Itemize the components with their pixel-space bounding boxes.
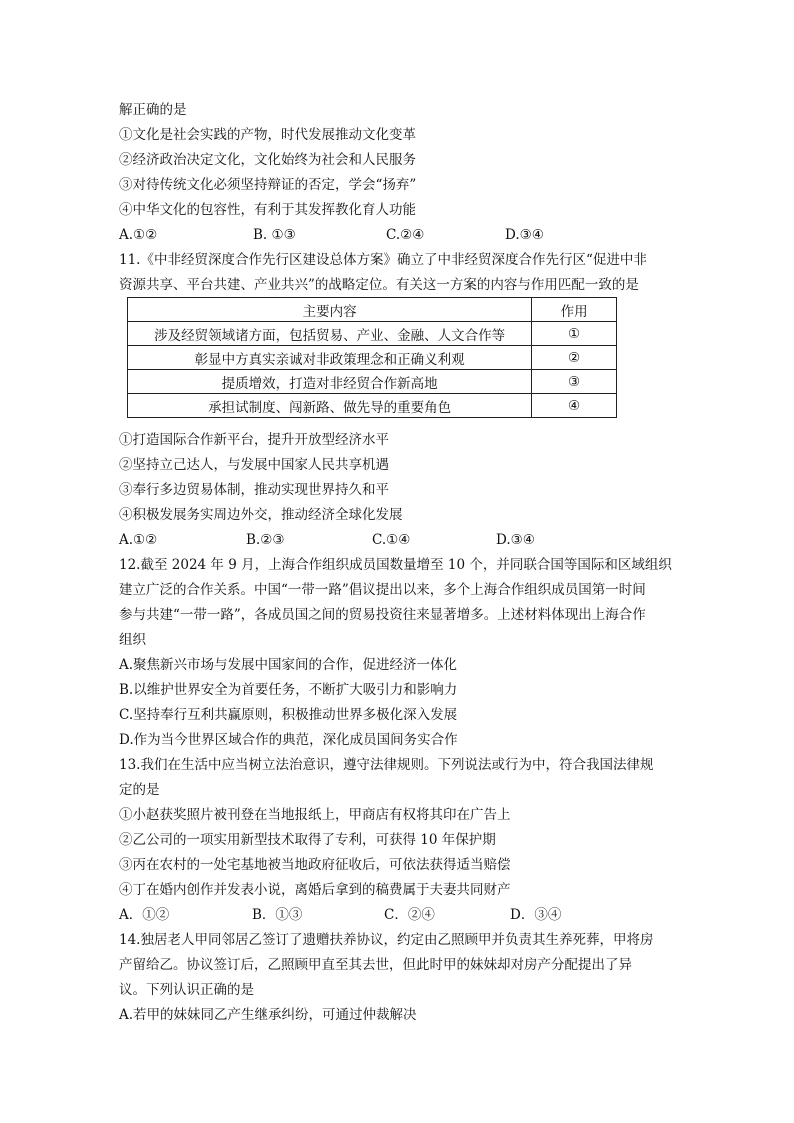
table-cell-role: ④ xyxy=(532,394,617,418)
q10-statement-3: ③对待传统文化必须坚持辩证的否定，学会“扬弃” xyxy=(119,177,417,193)
q10-option-a[interactable]: A.①② xyxy=(119,227,158,243)
table-row xyxy=(128,322,617,346)
q12-choice-c[interactable]: C.坚持奉行互利共赢原则，积极推动世界多极化深入发展 xyxy=(119,707,458,723)
q11-statement-2: ②坚持立己达人，与发展中国家人民共享机遇 xyxy=(119,457,389,473)
q13-option-d[interactable]: D．③④ xyxy=(510,907,562,923)
table-cell-content: 彰显中方真实亲诚对非政策理念和正确义利观 xyxy=(128,346,532,370)
q11-option-c[interactable]: C.①④ xyxy=(372,532,411,548)
q10-statement-1: ①文化是社会实践的产物，时代发展推动文化变革 xyxy=(119,127,416,143)
q14-stem-line-2: 产留给乙。协议签订后，乙照顾甲直至其去世，但此时甲的妹妹却对房产分配提出了异 xyxy=(119,957,632,973)
q13-stem-line-1: 13.我们在生活中应当树立法治意识，遵守法律规则。下列说法或行为中，符合我国法律规 xyxy=(119,757,654,773)
q13-statement-3: ③丙在农村的一处宅基地被当地政府征收后，可依法获得适当赔偿 xyxy=(119,857,511,873)
q10-statement-4: ④中华文化的包容性，有利于其发挥教化育人功能 xyxy=(119,202,416,218)
table-cell-role: ② xyxy=(532,346,617,370)
q13-option-a[interactable]: A．①② xyxy=(119,907,170,923)
q10-option-b[interactable]: B. ①③ xyxy=(253,227,296,243)
q10-option-c[interactable]: C.②④ xyxy=(386,227,425,243)
q13-option-c[interactable]: C．②④ xyxy=(384,907,435,923)
q11-option-b[interactable]: B.②③ xyxy=(246,532,285,548)
table-cell-content: 涉及经贸领域诸方面，包括贸易、产业、金融、人文合作等 xyxy=(128,322,532,346)
q11-stem-line-2: 资源共享、平台共建、产业共兴”的战略定位。有关这一方案的内容与作用匹配一致的是 xyxy=(119,277,639,293)
q10-statement-2: ②经济政治决定文化，文化始终为社会和人民服务 xyxy=(119,152,416,168)
q10-option-d[interactable]: D.③④ xyxy=(505,227,544,243)
q11-stem-line-1: 11.《中非经贸深度合作先行区建设总体方案》确立了中非经贸深度合作先行区“促进中非 xyxy=(119,252,647,268)
q13-statement-2: ②乙公司的一项实用新型技术取得了专利，可获得 10 年保护期 xyxy=(119,832,496,848)
q11-option-a[interactable]: A.①② xyxy=(119,532,158,548)
q14-stem-line-1: 14.独居老人甲同邻居乙签订了遗赠扶养协议，约定由乙照顾甲并负责其生养死葬，甲将房 xyxy=(119,932,654,948)
table-cell-role: ③ xyxy=(532,370,617,394)
q13-statement-1: ①小赵获奖照片被刊登在当地报纸上，甲商店有权将其印在广告上 xyxy=(119,807,511,823)
q13-stem-line-2: 定的是 xyxy=(119,782,160,798)
q12-stem-line-4: 组织 xyxy=(119,632,146,648)
q11-matching-table xyxy=(127,297,617,418)
q11-statement-3: ③奉行多边贸易体制，推动实现世界持久和平 xyxy=(119,482,389,498)
q12-choice-d[interactable]: D.作为当今世界区域合作的典范，深化成员国间务实合作 xyxy=(119,732,458,748)
table-row xyxy=(128,394,617,418)
q12-choice-b[interactable]: B.以维护世界安全为首要任务，不断扩大吸引力和影响力 xyxy=(119,682,458,698)
table-header-row xyxy=(128,298,617,322)
table-cell-content: 提质增效，打造对非经贸合作新高地 xyxy=(128,370,532,394)
q12-stem-line-2: 建立广泛的合作关系。中国“一带一路”倡议提出以来，多个上海合作组织成员国第一时间 xyxy=(119,582,646,598)
table-cell-role: ① xyxy=(532,322,617,346)
q13-statement-4: ④丁在婚内创作并发表小说，离婚后拿到的稿费属于夫妻共同财产 xyxy=(119,882,511,898)
q11-statement-1: ①打造国际合作新平台，提升开放型经济水平 xyxy=(119,432,389,448)
q10-stem-tail: 解正确的是 xyxy=(119,102,187,118)
q14-stem-line-3: 议。下列认识正确的是 xyxy=(119,982,254,998)
q11-statement-4: ④积极发展务实周边外交，推动经济全球化发展 xyxy=(119,507,403,523)
table-header-content: 主要内容 xyxy=(128,298,532,322)
q12-stem-line-1: 12.截至 2024 年 9 月，上海合作组织成员国数量增至 10 个，并同联合国等国际和区域组织 xyxy=(119,557,672,573)
table-row xyxy=(128,370,617,394)
q12-stem-line-3: 参与共建“一带一路”，各成员国之间的贸易投资往来显著增多。上述材料体现出上海合作 xyxy=(119,607,646,623)
table-header-role: 作用 xyxy=(532,298,617,322)
table-row xyxy=(128,346,617,370)
q13-option-b[interactable]: B．①③ xyxy=(252,907,303,923)
q12-choice-a[interactable]: A.聚焦新兴市场与发展中国家间的合作，促进经济一体化 xyxy=(119,657,458,673)
q11-option-d[interactable]: D.③④ xyxy=(496,532,535,548)
q14-choice-a[interactable]: A.若甲的妹妹同乙产生继承纠纷，可通过仲裁解决 xyxy=(119,1007,417,1023)
table-cell-content: 承担试制度、闯新路、做先导的重要角色 xyxy=(128,394,532,418)
